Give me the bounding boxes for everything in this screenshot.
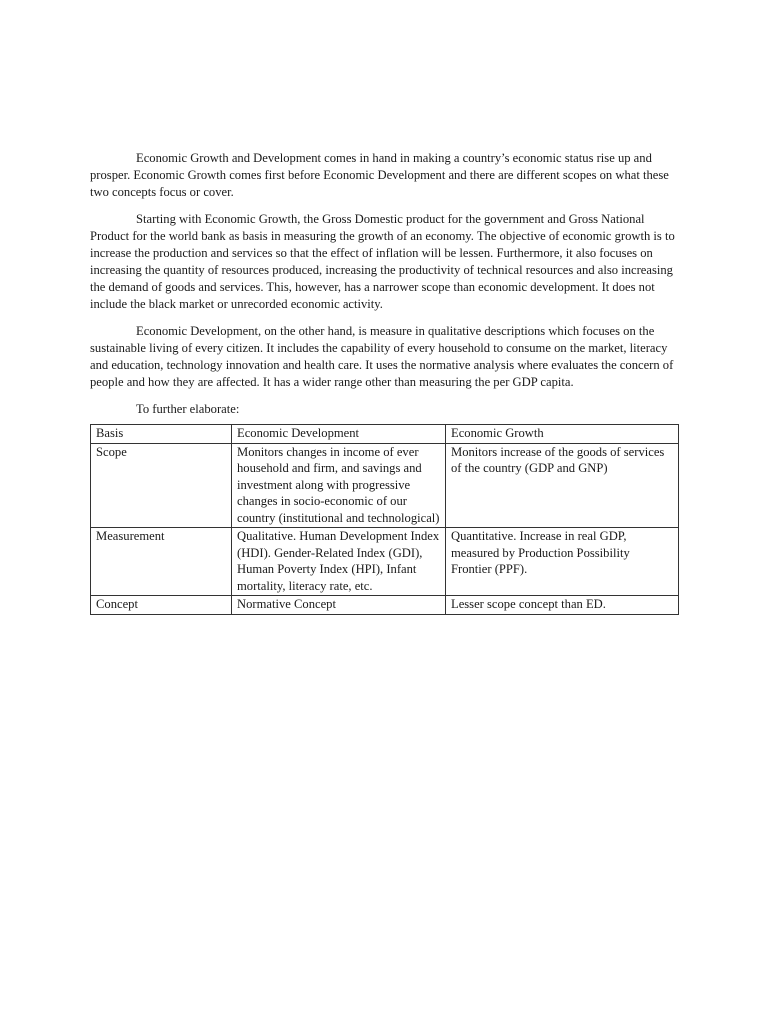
table-cell: Monitors changes in income of ever household and firm, and savings and investment along with progressive changes in socio-economic of our country (institutional and technological) xyxy=(232,443,446,528)
comparison-table xyxy=(90,424,679,615)
intro-paragraph: Economic Growth and Development comes in hand in making a country’s economic status rise up and prosper. Economic Growth comes first before Economic Development and there are different scopes on what these two concepts focus or cover. xyxy=(90,151,669,199)
table-lead-in: To further elaborate: xyxy=(136,402,240,416)
document-page xyxy=(90,150,678,615)
header-cell-basis: Basis xyxy=(91,425,232,444)
table-row xyxy=(91,443,679,528)
table-row xyxy=(91,596,679,615)
table-cell: Concept xyxy=(91,596,232,615)
table-cell: Scope xyxy=(91,443,232,528)
table-cell: Qualitative. Human Development Index (HDI). Gender-Related Index (GDI), Human Poverty Index (HPI), Infant mortality, literacy rate, etc. xyxy=(232,528,446,596)
table-cell: Monitors increase of the goods of services of the country (GDP and GNP) xyxy=(446,443,679,528)
table-cell: Measurement xyxy=(91,528,232,596)
economic-development-paragraph: Economic Development, on the other hand, is measure in qualitative descriptions which focuses on the sustainable living of every citizen. It includes the capability of every household to consume on the market, literacy and education, technology innovation and health care. It uses the normative analysis where evaluates the concern of people and how they are affected. It has a wider range other than measuring the per GDP capita. xyxy=(90,324,674,389)
economic-growth-paragraph: Starting with Economic Growth, the Gross Domestic product for the government and Gross National Product for the world bank as basis in measuring the growth of an economy. The objective of economic growth is to increase the production and services so that the effect of inflation will be lessen. Furthermore, it also focuses on increasing the quantity of resources produced, increasing the productivity of technical resources and also increasing the demand of goods and services. This, however, has a narrower scope than economic development. It does not include the black market or unrecorded economic activity. xyxy=(90,212,675,311)
table-header-row xyxy=(91,425,679,444)
table-cell: Normative Concept xyxy=(232,596,446,615)
table-row xyxy=(91,528,679,596)
table-cell: Quantitative. Increase in real GDP, measured by Production Possibility Frontier (PPF). xyxy=(446,528,679,596)
table-cell: Lesser scope concept than ED. xyxy=(446,596,679,615)
header-cell-economic-development: Economic Development xyxy=(232,425,446,444)
header-cell-economic-growth: Economic Growth xyxy=(446,425,679,444)
